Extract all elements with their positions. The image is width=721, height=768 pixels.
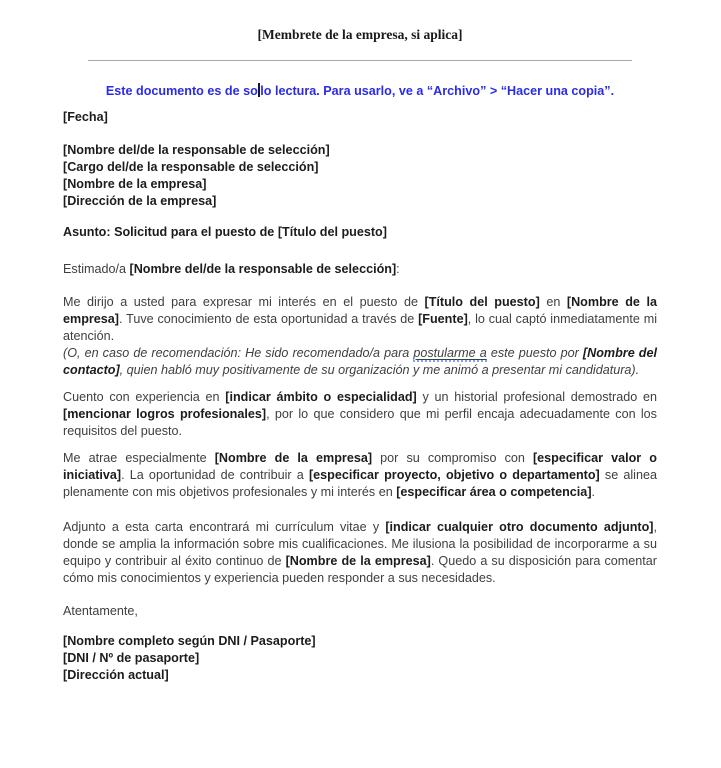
readonly-notice [63, 83, 657, 100]
motivation-paragraph-segment: [Nombre de la empresa] [214, 451, 373, 465]
experience-paragraph-segment: Cuento con experiencia en [63, 390, 226, 404]
letterhead-divider [88, 60, 632, 61]
closing-paragraph-segment: [indicar cualquier otro documento adjunto] [385, 520, 654, 534]
salutation-line-segment: [Nombre del/de la responsable de selección] [129, 262, 397, 276]
intro-paragraph-segment: en [539, 295, 567, 309]
motivation-paragraph-segment: . [591, 485, 596, 499]
recipient-line-1-segment: [Nombre del/de la responsable de selección] [63, 143, 330, 157]
subject-line-segment: Asunto: Solicitud para el puesto de [Título del puesto] [63, 225, 387, 239]
intro-paragraph-segment: [Título del puesto] [424, 295, 540, 309]
motivation-paragraph-segment: [especificar área o competencia] [396, 485, 592, 499]
motivation-paragraph-segment: se alinea plenamente con mis objetivos profesionales y mi interés en [63, 468, 657, 499]
closing-paragraph-segment: Adjunto a esta carta encontrará mi currículum vitae y [63, 520, 386, 534]
signature-address [63, 667, 657, 684]
intro-paragraph [63, 294, 657, 345]
date-line [63, 109, 657, 126]
intro-paragraph-segment: [Fuente] [418, 312, 468, 326]
readonly-notice-text-before-caret: Este documento es de so [105, 84, 258, 98]
closing-paragraph-segment: [Nombre de la empresa] [285, 554, 431, 568]
salutation-line [63, 261, 657, 278]
experience-paragraph-segment: y un historial profesional demostrado en [416, 390, 657, 404]
closing-paragraph-segment: , donde se amplia la información sobre mis cualificaciones. Me ilusiona la posibilidad de incorporarme a su equipo y contribuir al éxito continuo de [63, 520, 658, 568]
motivation-paragraph-segment: [especificar valor o iniciativa] [63, 451, 657, 482]
salutation-line-segment: : [396, 262, 400, 276]
recipient-line-4-segment: [Dirección de la empresa] [63, 194, 217, 208]
recipient-line-4 [63, 193, 657, 210]
recommendation-note-segment: (O, en caso de recomendación: He sido recomendado/a para [63, 346, 414, 360]
letter-body [63, 109, 657, 684]
intro-paragraph-segment: . Tuve conocimiento de esta oportunidad a través de [119, 312, 419, 326]
closing-paragraph [63, 519, 657, 587]
recipient-line-2-segment: [Cargo del/de la responsable de selección] [63, 160, 319, 174]
motivation-paragraph-segment: por su compromiso con [372, 451, 533, 465]
letterhead-placeholder: [Membrete de la empresa, si aplica] [257, 27, 463, 42]
experience-paragraph-segment: , por lo que considero que mi perfil encaja adecuadamente con los requisitos del puesto. [63, 407, 657, 438]
signature-closing [63, 603, 657, 620]
signature-id [63, 650, 657, 667]
readonly-notice-text-after-caret: lo lectura. Para usarlo, ve a “Archivo” > “Hacer una copia”. [260, 84, 615, 98]
signature-address-segment: [Dirección actual] [63, 668, 169, 682]
recipient-line-3-segment: [Nombre de la empresa] [63, 177, 207, 191]
recipient-line-2 [63, 159, 657, 176]
experience-paragraph [63, 389, 657, 440]
recommendation-note-segment: [Nombre del contacto] [63, 346, 657, 377]
recipient-line-3 [63, 176, 657, 193]
closing-paragraph-segment: . Quedo a su disposición para comentar cómo mis conocimientos y experiencia pueden responder a sus necesidades. [63, 554, 657, 585]
intro-paragraph-segment: [Nombre de la empresa] [63, 295, 657, 326]
experience-paragraph-segment: [mencionar logros profesionales] [63, 407, 267, 421]
experience-paragraph-segment: [indicar ámbito o especialidad] [225, 390, 417, 404]
recommendation-note-segment: , quien habló muy positivamente de su organización y me animó a presentar mi candidatura). [119, 363, 640, 377]
recommendation-note-segment: postularme a [413, 346, 487, 360]
signature-id-segment: [DNI / Nº de pasaporte] [63, 651, 200, 665]
intro-paragraph-segment: Me dirijo a usted para expresar mi interés en el puesto de [63, 295, 425, 309]
date-line-segment: [Fecha] [63, 110, 108, 124]
motivation-paragraph [63, 450, 657, 501]
recommendation-note [63, 345, 657, 379]
salutation-line-segment: Estimado/a [63, 262, 130, 276]
signature-name [63, 633, 657, 650]
signature-name-segment: [Nombre completo según DNI / Pasaporte] [63, 634, 316, 648]
recipient-line-1 [63, 142, 657, 159]
signature-closing-segment: Atentamente, [63, 604, 138, 618]
intro-paragraph-segment: , lo cual captó inmediatamente mi atención. [63, 312, 657, 343]
motivation-paragraph-segment: . La oportunidad de contribuir a [121, 468, 309, 482]
motivation-paragraph-segment: [especificar proyecto, objetivo o departamento] [308, 468, 600, 482]
recommendation-note-segment: este puesto por [486, 346, 583, 360]
subject-line [63, 224, 657, 241]
motivation-paragraph-segment: Me atrae especialmente [63, 451, 215, 465]
